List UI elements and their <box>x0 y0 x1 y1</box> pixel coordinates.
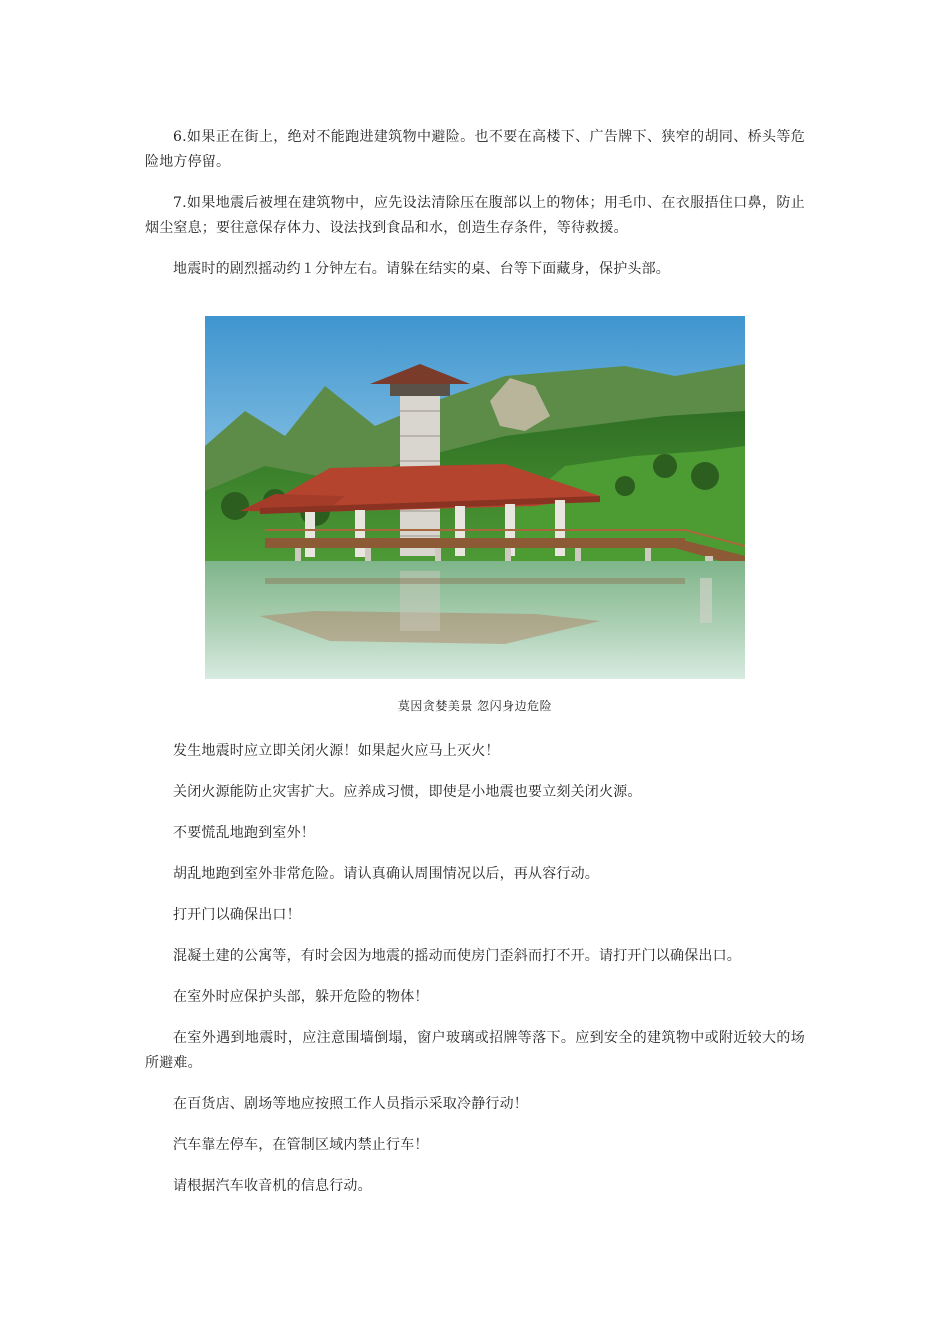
heading-shut-off-fire: 发生地震时应立即关闭火源！如果起火应马上灭火！ <box>173 743 500 759</box>
paragraph-car-radio: 请根据汽车收音机的信息行动。 <box>173 1178 372 1194</box>
landscape-photo <box>205 316 745 679</box>
bridge-deck <box>265 538 685 548</box>
paragraph-dont-run-outside: 胡乱地跑到室外非常危险。请认真确认周围情况以后，再从容行动。 <box>173 866 599 882</box>
heading-open-door: 打开门以确保出口！ <box>173 907 301 923</box>
paragraph-shaking-duration: 地震时的剧烈摇动约１分钟左右。请躲在结实的桌、台等下面藏身，保护头部。 <box>173 261 670 277</box>
heading-dont-run-outside: 不要慌乱地跑到室外！ <box>173 825 315 841</box>
heading-protect-head-outdoors: 在室外时应保护头部，躲开危险的物体！ <box>173 989 429 1005</box>
figure <box>205 316 745 715</box>
reflection-pillar <box>700 578 712 623</box>
figure-caption: 莫因贪婪美景 忽闪身边危险 <box>397 699 553 713</box>
heading-park-car: 汽车靠左停车，在管制区域内禁止行车！ <box>173 1137 429 1153</box>
paragraph-shut-off-fire: 关闭火源能防止灾害扩大。应养成习惯，即使是小地震也要立刻关闭火源。 <box>173 784 642 800</box>
tower-cabin <box>390 384 450 396</box>
reflection-bridge <box>265 578 685 584</box>
paragraph-open-door: 混凝土建的公寓等，有时会因为地震的摇动而使房门歪斜而打不开。请打开门以确保出口。 <box>173 948 741 964</box>
document-page <box>145 125 805 1199</box>
paragraph-trapped-in-building: 7.如果地震后被埋在建筑物中，应先设法清除压在腹部以上的物体；用毛巾、在衣服捂住口鼻，防止烟尘窒息；要往意保存体力、设法找到食品和水，创造生存条件，等待救援。 <box>145 195 805 236</box>
paragraph-outdoors: 在室外遇到地震时，应注意围墙倒塌，窗户玻璃或招牌等落下。应到安全的建筑物中或附近较大的场所避难。 <box>145 1030 805 1071</box>
heading-department-store: 在百货店、剧场等地应按照工作人员指示采取冷静行动！ <box>173 1096 528 1112</box>
paragraph-street-safety: 6.如果正在街上，绝对不能跑进建筑物中避险。也不要在高楼下、广告牌下、狭窄的胡同、桥头等危险地方停留。 <box>145 129 805 170</box>
